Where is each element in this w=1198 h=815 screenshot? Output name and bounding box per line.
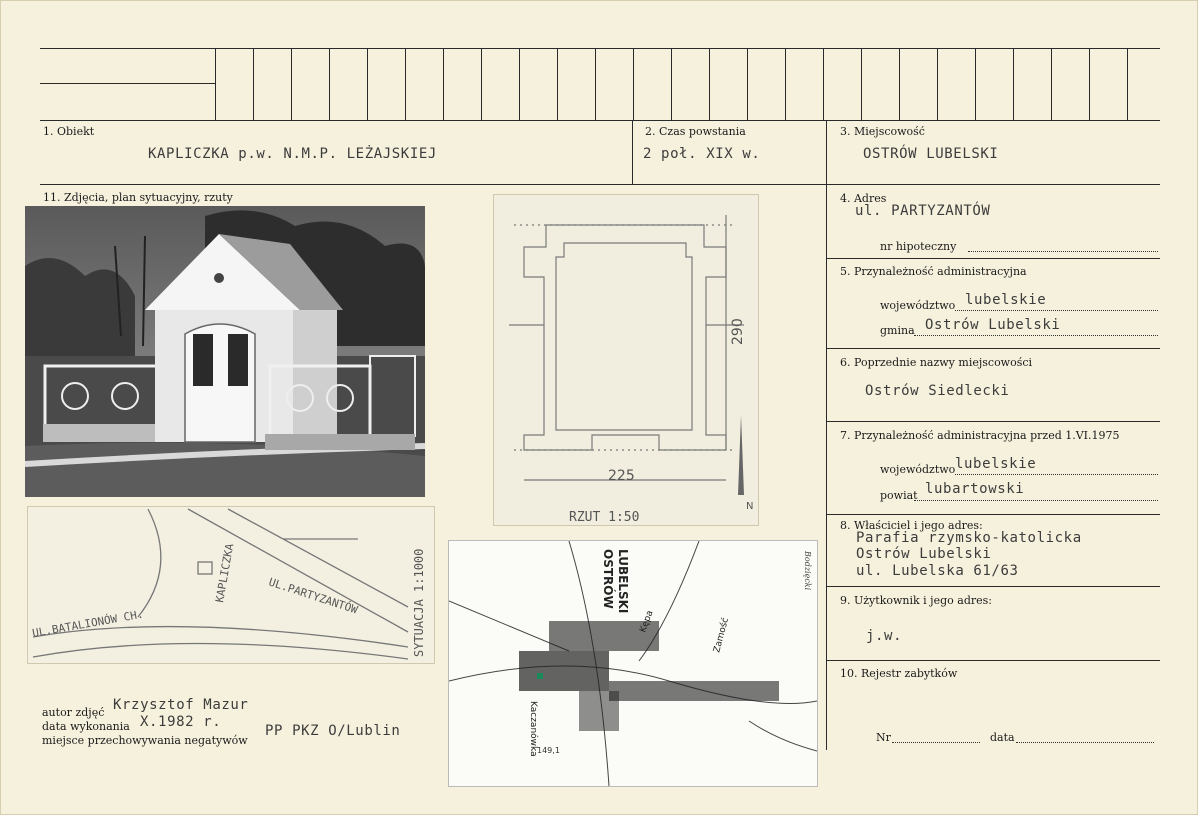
header-cell-divider bbox=[861, 48, 862, 120]
header-cell-divider bbox=[253, 48, 254, 120]
header-cell-divider bbox=[785, 48, 786, 120]
plan-dim-width: 225 bbox=[608, 468, 635, 484]
label-wojewodztwo: województwo bbox=[880, 299, 956, 312]
map-town-line1: OSTRÓW bbox=[601, 549, 615, 609]
map-street-a: Kaczanówka bbox=[528, 701, 538, 757]
wlasciciel-line2: Ostrów Lubelski bbox=[856, 546, 992, 562]
rejestr-nr-line bbox=[892, 742, 980, 743]
map-spot: 149,1 bbox=[537, 746, 560, 755]
divider-5 bbox=[826, 348, 1160, 349]
value-wojewodztwo: lubelskie bbox=[965, 292, 1047, 308]
value-powiat: lubartowski bbox=[925, 481, 1025, 497]
row-divider bbox=[40, 184, 1160, 185]
chapel-photo bbox=[25, 206, 425, 497]
divider-6 bbox=[826, 421, 1160, 422]
divider-8 bbox=[826, 586, 1160, 587]
plan-dim-height: 290 bbox=[730, 318, 746, 345]
header-cell-divider bbox=[367, 48, 368, 120]
field-label-przed1975: 7. Przynależność administracyjna przed 1.VI.1975 bbox=[840, 429, 1120, 442]
chapel-photo-image bbox=[25, 206, 425, 497]
map-corner: Bodzięcki bbox=[803, 551, 812, 591]
header-cell-divider bbox=[291, 48, 292, 120]
field-label-hipoteczny: nr hipoteczny bbox=[880, 240, 957, 253]
value-data-wykonania: X.1982 r. bbox=[140, 714, 222, 730]
plan-north: N bbox=[746, 501, 754, 512]
header-cell-divider bbox=[1051, 48, 1052, 120]
value-miejsce: PP PKZ O/Lublin bbox=[265, 723, 401, 739]
header-cell-divider bbox=[823, 48, 824, 120]
header-cell-divider bbox=[975, 48, 976, 120]
field-value-uzytkownik: j.w. bbox=[866, 628, 903, 644]
field-label-czas: 2. Czas powstania bbox=[645, 125, 746, 138]
north-arrow-icon bbox=[738, 415, 744, 495]
wlasciciel-line3: ul. Lubelska 61/63 bbox=[856, 563, 1019, 579]
map-street-c: Zamość bbox=[712, 616, 732, 654]
header-cell-divider bbox=[747, 48, 748, 120]
header-cell-divider bbox=[899, 48, 900, 120]
field-value-obiekt: KAPLICZKA p.w. N.M.P. LEŻAJSKIEJ bbox=[148, 146, 437, 162]
divider-7 bbox=[826, 514, 1160, 515]
value-autor: Krzysztof Mazur bbox=[113, 697, 249, 713]
map-street-b: Kępa bbox=[638, 609, 656, 635]
col-divider-2 bbox=[826, 120, 827, 750]
label-wojewodztwo-przed: województwo bbox=[880, 463, 956, 476]
field-label-przynaleznosc: 5. Przynależność administracyjna bbox=[840, 265, 1027, 278]
field-label-miejscowosc: 3. Miejscowość bbox=[840, 125, 925, 138]
field-value-czas: 2 poł. XIX w. bbox=[643, 146, 761, 162]
gmina-line bbox=[914, 335, 1158, 336]
header-cell-divider bbox=[1127, 48, 1128, 120]
chapel-marker-icon bbox=[537, 673, 543, 679]
field-value-adres: ul. PARTYZANTÓW bbox=[855, 203, 991, 219]
label-rejestr-nr: Nr bbox=[876, 731, 891, 744]
location-map bbox=[448, 540, 818, 787]
label-data-wykonania: data wykonania bbox=[42, 720, 130, 733]
field-label-obiekt: 1. Obiekt bbox=[43, 125, 95, 138]
situation-sketch bbox=[27, 506, 435, 664]
header-cell-divider bbox=[1013, 48, 1014, 120]
header-cell-divider bbox=[937, 48, 938, 120]
wlasciciel-line1: Parafia rzymsko-katolicka bbox=[856, 530, 1082, 546]
value-gmina: Ostrów Lubelski bbox=[925, 317, 1061, 333]
field-label-adres: 4. Adres bbox=[840, 192, 887, 205]
header-top-line bbox=[40, 48, 1160, 49]
field-value-miejscowosc: OSTRÓW LUBELSKI bbox=[863, 146, 999, 162]
header-cell-divider bbox=[215, 48, 216, 120]
plan-scale-label: RZUT 1:50 bbox=[569, 510, 640, 525]
label-miejsce: miejsce przechowywania negatywów bbox=[42, 734, 248, 747]
header-cell-divider bbox=[671, 48, 672, 120]
field-label-zdjecia: 11. Zdjęcia, plan sytuacyjny, rzuty bbox=[43, 191, 233, 204]
label-powiat: powiat bbox=[880, 489, 918, 502]
label-gmina: gmina bbox=[880, 324, 915, 337]
sketch-label-street2: UL.BATALIONÓW CH. bbox=[31, 607, 145, 640]
field-label-uzytkownik: 9. Użytkownik i jego adres: bbox=[840, 594, 992, 607]
floor-plan-svg bbox=[494, 195, 758, 525]
rejestr-data-line bbox=[1016, 742, 1154, 743]
header-cell-divider bbox=[329, 48, 330, 120]
header-cell-divider bbox=[405, 48, 406, 120]
divider-4 bbox=[826, 258, 1160, 259]
hipoteczny-line bbox=[968, 251, 1158, 252]
col-divider-1 bbox=[632, 120, 633, 184]
location-map-svg bbox=[449, 541, 817, 786]
header-cell-divider bbox=[481, 48, 482, 120]
value-wojewodztwo-przed: lubelskie bbox=[955, 456, 1037, 472]
woj-przed-line bbox=[955, 474, 1158, 475]
header-cell-divider bbox=[557, 48, 558, 120]
field-label-rejestr: 10. Rejestr zabytków bbox=[840, 667, 958, 680]
situation-sketch-svg bbox=[28, 507, 434, 663]
divider-9 bbox=[826, 660, 1160, 661]
header-mid-line bbox=[40, 83, 215, 84]
header-bottom-line bbox=[40, 120, 1160, 121]
floor-plan-drawing bbox=[493, 194, 759, 526]
label-rejestr-data: data bbox=[990, 731, 1015, 744]
sketch-label-street1: UL.PARTYZANTÓW bbox=[267, 575, 360, 617]
header-cell-divider bbox=[443, 48, 444, 120]
field-label-poprzednie: 6. Poprzednie nazwy miejscowości bbox=[840, 356, 1033, 369]
header-cell-divider bbox=[1089, 48, 1090, 120]
sketch-label-scale: SYTUACJA 1:1000 bbox=[412, 548, 426, 657]
header-cell-divider bbox=[595, 48, 596, 120]
field-label-wlasciciel: 8. Właściciel i jego adres: bbox=[840, 519, 983, 532]
header-cell-divider bbox=[709, 48, 710, 120]
header-cell-divider bbox=[519, 48, 520, 120]
sketch-label-kapliczka: KAPLICZKA bbox=[213, 542, 237, 604]
map-town-line2: LUBELSKI bbox=[616, 549, 630, 614]
header-cell-divider bbox=[633, 48, 634, 120]
powiat-line bbox=[914, 500, 1158, 501]
woj-line bbox=[955, 310, 1158, 311]
field-value-poprzednie: Ostrów Siedlecki bbox=[865, 383, 1010, 399]
label-autor: autor zdjęć bbox=[42, 706, 105, 719]
